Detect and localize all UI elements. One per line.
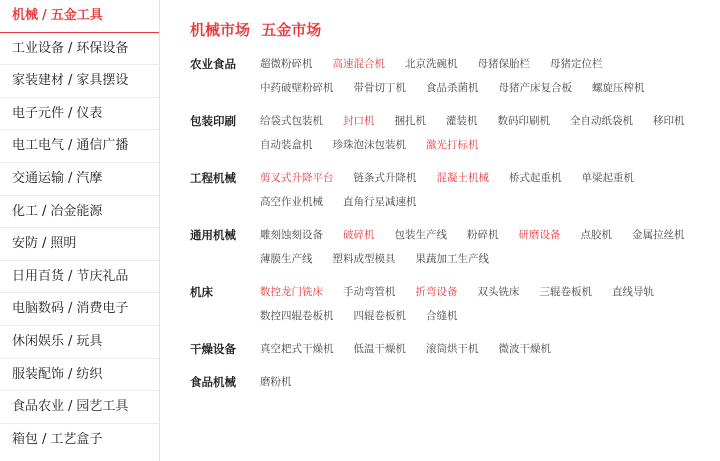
sidebar-item-primary: 交通运输: [12, 170, 65, 186]
category-list: [190, 52, 715, 394]
category-link[interactable]: 母猪保胎栏: [477, 58, 530, 70]
category-name[interactable]: 通用机械: [190, 228, 236, 242]
category-link[interactable]: 螺旋压榨机: [592, 82, 645, 94]
category-link[interactable]: 双头铣床: [477, 286, 520, 298]
category-link[interactable]: 滚筒烘干机: [426, 343, 479, 355]
category-links: [260, 337, 710, 361]
category-sidebar: [0, 0, 160, 461]
title-machinery-market[interactable]: 机械市场: [190, 21, 251, 39]
sidebar-item-secondary: 仪表: [76, 105, 103, 121]
page-title: [190, 20, 715, 40]
category-link[interactable]: 高空作业机械: [260, 196, 323, 208]
sidebar-item-primary: 电脑数码: [12, 301, 65, 317]
sidebar-item-secondary: 工艺盒子: [50, 431, 103, 447]
sidebar-item-separator: /: [68, 138, 73, 154]
category-link[interactable]: 自动装盒机: [260, 139, 313, 151]
sidebar-item[interactable]: [0, 326, 159, 359]
sidebar-item-primary: 日用百货: [12, 268, 65, 284]
sidebar-item-separator: /: [42, 236, 47, 252]
category-name[interactable]: 食品机械: [190, 375, 236, 389]
category-link[interactable]: 给袋式包装机: [260, 115, 323, 127]
category-row: [190, 337, 715, 361]
category-link[interactable]: 真空耙式干燥机: [260, 343, 334, 355]
sidebar-item-primary: 服装配饰: [12, 366, 65, 382]
sidebar-item-separator: /: [68, 333, 73, 349]
category-row: [190, 166, 715, 214]
sidebar-item-secondary: 园艺工具: [76, 399, 129, 415]
category-link[interactable]: 数控四辊卷板机: [260, 310, 334, 322]
category-link[interactable]: 母猪产床复合板: [498, 82, 572, 94]
category-links: [260, 166, 710, 214]
category-link[interactable]: 直线导轨: [612, 286, 654, 298]
sidebar-item-primary: 电子元件: [12, 105, 65, 121]
category-row: [190, 370, 715, 394]
category-link[interactable]: 磨粉机: [260, 376, 292, 388]
category-link[interactable]: 包装生产线: [394, 229, 447, 241]
category-link[interactable]: 剪叉式升降平台: [260, 172, 334, 184]
sidebar-item-primary: 休闲娱乐: [12, 333, 65, 349]
category-links: [260, 52, 710, 100]
title-hardware-market[interactable]: 五金市场: [261, 21, 322, 39]
sidebar-item-separator: /: [68, 170, 73, 186]
category-link[interactable]: 三辊卷板机: [539, 286, 592, 298]
category-link[interactable]: 母猪定位栏: [550, 58, 603, 70]
sidebar-item-secondary: 通信广播: [76, 138, 129, 154]
category-link[interactable]: 单梁起重机: [581, 172, 634, 184]
category-link[interactable]: 粉碎机: [467, 229, 499, 241]
category-name[interactable]: 机床: [190, 285, 213, 299]
category-link[interactable]: 金属拉丝机: [632, 229, 685, 241]
category-link[interactable]: 折弯设备: [415, 286, 458, 298]
sidebar-item-secondary: 家具摆设: [76, 73, 129, 89]
category-link[interactable]: 捆扎机: [394, 115, 426, 127]
sidebar-item-primary: 食品农业: [12, 399, 65, 415]
category-link[interactable]: 移印机: [653, 115, 685, 127]
sidebar-item-separator: /: [68, 73, 73, 89]
sidebar-item[interactable]: [0, 0, 159, 33]
sidebar-item-secondary: 汽摩: [76, 170, 103, 186]
category-link[interactable]: 全自动纸袋机: [570, 115, 633, 127]
sidebar-item[interactable]: [0, 130, 159, 163]
category-link[interactable]: 雕刻蚀刻设备: [260, 229, 323, 241]
category-link[interactable]: 手动弯管机: [343, 286, 396, 298]
sidebar-item-separator: /: [68, 301, 73, 317]
category-link[interactable]: 数控龙门铣床: [260, 286, 323, 298]
category-link[interactable]: 破碎机: [343, 229, 375, 241]
category-link[interactable]: 高速混合机: [332, 58, 385, 70]
sidebar-item-primary: 机械: [12, 8, 39, 23]
category-link[interactable]: 桥式起重机: [509, 172, 562, 184]
category-row: [190, 280, 715, 328]
category-links: [260, 370, 710, 394]
category-link[interactable]: 塑料成型模具: [332, 253, 396, 265]
sidebar-item[interactable]: [0, 98, 159, 131]
category-link[interactable]: 数码印刷机: [497, 115, 550, 127]
sidebar-item[interactable]: [0, 293, 159, 326]
sidebar-item-separator: /: [68, 105, 73, 121]
category-link[interactable]: 合缝机: [426, 310, 458, 322]
category-name[interactable]: 包装印刷: [190, 114, 236, 128]
sidebar-item[interactable]: [0, 65, 159, 98]
category-link[interactable]: 激光打标机: [426, 139, 479, 151]
sidebar-item[interactable]: [0, 196, 159, 229]
sidebar-item-primary: 电工电气: [12, 138, 65, 154]
category-link[interactable]: 链条式升降机: [353, 172, 417, 184]
main-panel: [190, 0, 715, 403]
category-link[interactable]: 点胶机: [580, 229, 612, 241]
category-links: [260, 280, 710, 328]
category-row: [190, 223, 715, 271]
sidebar-item-secondary: 消费电子: [76, 301, 129, 317]
sidebar-item-separator: /: [68, 40, 73, 56]
category-link[interactable]: 四辊卷板机: [353, 310, 406, 322]
category-link[interactable]: 带骨切丁机: [353, 82, 406, 94]
sidebar-item-secondary: 五金工具: [50, 8, 103, 23]
sidebar-item-primary: 箱包: [12, 431, 39, 447]
sidebar-item-primary: 工业设备: [12, 40, 65, 56]
sidebar-item-secondary: 纺织: [76, 366, 103, 382]
sidebar-item-separator: /: [68, 399, 73, 415]
category-link[interactable]: 食品杀菌机: [426, 82, 479, 94]
category-name[interactable]: 干燥设备: [190, 342, 236, 356]
category-link[interactable]: 直角行星减速机: [343, 196, 417, 208]
sidebar-item-secondary: 节庆礼品: [76, 268, 129, 284]
category-links: [260, 109, 710, 157]
category-link[interactable]: 超微粉碎机: [260, 58, 313, 70]
category-name[interactable]: 工程机械: [190, 171, 236, 185]
category-link[interactable]: 微波干燥机: [498, 343, 551, 355]
sidebar-item[interactable]: [0, 33, 159, 66]
sidebar-item[interactable]: [0, 261, 159, 294]
category-link[interactable]: 薄膜生产线: [260, 253, 313, 265]
sidebar-item-secondary: 玩具: [76, 333, 103, 349]
category-link[interactable]: 封口机: [343, 115, 375, 127]
category-name[interactable]: 农业食品: [190, 57, 236, 71]
sidebar-item-separator: /: [68, 366, 73, 382]
sidebar-item-separator: /: [42, 203, 47, 219]
sidebar-item-primary: 家装建材: [12, 73, 65, 89]
sidebar-item-separator: /: [42, 431, 47, 447]
category-link[interactable]: 果蔬加工生产线: [415, 253, 489, 265]
category-link[interactable]: 灌装机: [446, 115, 478, 127]
category-link[interactable]: 低温干燥机: [353, 343, 406, 355]
sidebar-item[interactable]: [0, 163, 159, 196]
category-links: [260, 223, 710, 271]
sidebar-item[interactable]: [0, 391, 159, 424]
sidebar-item-primary: 化工: [12, 203, 39, 219]
category-link[interactable]: 中药破壁粉碎机: [260, 82, 334, 94]
category-link[interactable]: 北京洗碗机: [405, 58, 458, 70]
category-link[interactable]: 珍珠泡沫包装机: [332, 139, 406, 151]
sidebar-item-secondary: 环保设备: [76, 40, 129, 56]
sidebar-item[interactable]: [0, 359, 159, 392]
category-row: [190, 109, 715, 157]
sidebar-item-primary: 安防: [12, 236, 39, 252]
category-row: [190, 52, 715, 100]
sidebar-item-secondary: 照明: [50, 236, 77, 252]
sidebar-item-separator: /: [42, 8, 47, 23]
category-link[interactable]: 混凝土机械: [436, 172, 489, 184]
sidebar-item[interactable]: [0, 424, 159, 457]
sidebar-item-separator: /: [68, 268, 73, 284]
sidebar-item-secondary: 冶金能源: [50, 203, 103, 219]
sidebar-item[interactable]: [0, 228, 159, 261]
category-link[interactable]: 研磨设备: [518, 229, 561, 241]
